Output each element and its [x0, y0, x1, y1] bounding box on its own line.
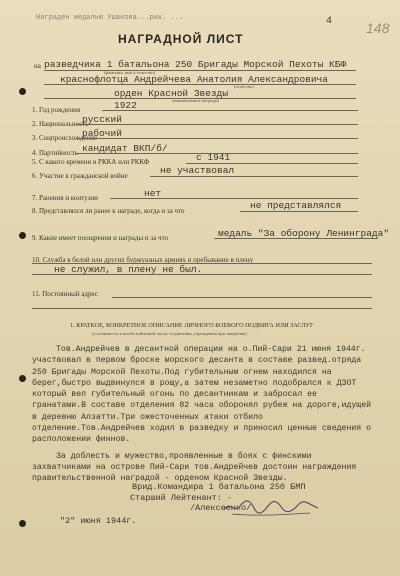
document-title: НАГРАДНОЙ ЛИСТ [118, 32, 244, 46]
feat-description [32, 344, 372, 485]
name-caption: (фамилия, имя и отчество) [104, 70, 155, 75]
recipient-award-nominated: орден Красной Звезды [114, 88, 229, 99]
punch-hole-4 [19, 520, 26, 527]
signer-title: Врид.Командира 1 батальона 250 БМП [132, 482, 306, 492]
award-caption: (наименование награды) [172, 98, 220, 103]
field-home-address-label: 11. Постоянный адрес [32, 290, 98, 298]
field-nationality-label: 2. Национальность [32, 120, 89, 128]
archive-number: 4 [326, 16, 333, 27]
punch-hole-2 [19, 232, 26, 239]
recipient-full-name: краснофлотца Андрейчева Анатолия Александровича [60, 74, 328, 85]
page-number-stamp: 148 [366, 20, 390, 36]
field-previous-awards-label: 9. Какие имеет поощрения и награды и за что [32, 234, 169, 242]
field-previous-nomination-label: 8. Представлялся ли ранее к награде, когда и за что [32, 207, 185, 215]
field-civil-war-label: 6. Участие в гражданской войне [32, 172, 128, 180]
field-social-origin-value: рабочий [82, 128, 122, 139]
punch-hole-1 [19, 88, 26, 95]
handwritten-signature [222, 496, 322, 518]
document-date: "2" июня 1944г. [60, 516, 137, 526]
field-party-value: кандидат ВКП/б/ [82, 143, 168, 154]
field-wounds-value: нет [144, 188, 162, 199]
field-party-label: 4. Партийность [32, 149, 78, 157]
field-birth-year-label: 1. Год рождения [32, 106, 81, 114]
field-civil-war-value: не участвовал [160, 165, 235, 176]
feat-section-subheading: (составляется в штабе войсковой части, соединения, учреждения при заведении) [92, 331, 247, 336]
signer-rank: Старший Лейтенант: - [130, 493, 233, 503]
field-birth-year-value: 1922 [114, 100, 137, 111]
field-white-armies-label: 10. Служба в белой или других буржуазных армиях и пребывание в плену [32, 256, 254, 264]
feat-paragraph-1: Тов.Андрейчев в десантной операции на о.Пий-Сари 21 июня 1944г. участвовал в первом броске морского десанта в составе развед.отряда 250 Бригады Морской Пехоты.Под губительным огнем находился на берег,быстро выдвинулся в рощу,а затем незаметно подобрался к ДЗОТ который вел губительный огонь по десантникам и забросал ее гранатами.В составе отделения 82 часа оборонял рубеж на дороге,идущей в деревню Алзатти.Три ожесточенных атаки отбило отделение.Тов.Андрейчев ходил в разведку и приносил ценные сведения о расположении финнов. [32, 345, 372, 445]
signer-name: /Алексеенко/ [190, 503, 252, 513]
archive-header-line: Награден медалью Ушакова...рик. ... [36, 14, 184, 22]
field-previous-nomination-value: не представлялся [250, 200, 342, 211]
recipient-rank-unit: разведчика 1 батальона 250 Бригады Морской Пехоты КБФ [44, 59, 347, 70]
recipient-prefix-label: на [34, 62, 41, 70]
field-wounds-label: 7. Ранения и контузии [32, 194, 98, 202]
field-service-since-label: 5. С какого времени в РККА или РККФ [32, 158, 150, 166]
feat-section-heading: 1. КРАТКОЕ, КОНКРЕТНОЕ ОПИСАНИЕ ЛИЧНОГО БОЕВОГО ПОДВИГА ИЛИ ЗАСЛУГ [70, 322, 314, 329]
field-nationality-value: русский [82, 114, 122, 125]
field-social-origin-label: 3. Соцпроисхождение [32, 134, 98, 142]
patronymic-caption: (отчество) [234, 84, 254, 89]
field-service-since-value: с 1941 [196, 152, 231, 163]
field-white-armies-value: не служил, в плену не был. [54, 264, 203, 275]
field-previous-awards-value: медаль "За оборону Ленинграда" [218, 228, 390, 239]
punch-hole-3 [19, 375, 26, 382]
feat-paragraph-2: За доблесть и мужество,проявленные в боях с финскими захватчиками на острове Пий-Сари тов.Андрейчев достоин награждения правительственной наградой - орденом Красной Звезды. [32, 451, 357, 484]
